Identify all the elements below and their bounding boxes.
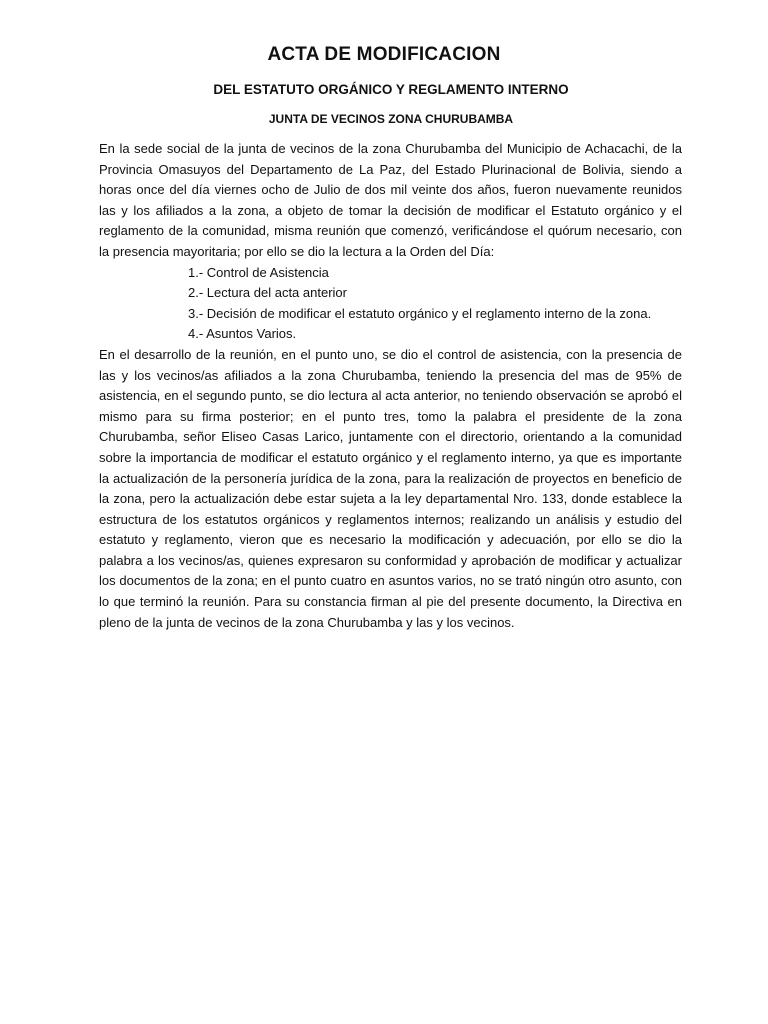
agenda-item: 3.- Decisión de modificar el estatuto orgánico y el reglamento interno de la zona.: [188, 305, 652, 321]
agenda-item: 1.- Control de Asistencia: [188, 264, 329, 280]
document-subtitle: DEL ESTATUTO ORGÁNICO Y REGLAMENTO INTERNO: [213, 82, 569, 97]
agenda-item: 2.- Lectura del acta anterior: [188, 285, 347, 301]
development-paragraph: En el desarrollo de la reunión, en el punto uno, se dio el control de asistencia, con la presencia de las y los vecinos/as afiliados a la zona Churubamba, teniendo la presencia del mas de 95% de asistencia, en el segundo punto, se dio lectura al acta anterior, no teniendo observación se aprobó el mismo para su firma posterior; en el punto tres, tomo la palabra el presidente de la zona Churubamba, señor Eliseo Casas Larico, juntamente con el directorio, orientando a la comunidad sobre la importancia de modificar el estatuto orgánico y el reglamento interno, ya que es importante la actualización de la personería jurídica de la zona, para la realización de proyectos en beneficio de la zona, pero la actualización debe estar sujeta a la ley departamental Nro. 133, donde establece la estructura de los estatutos orgánicos y reglamentos internos; realizando un análisis y estudio del estatuto y reglamento, vieron que es necesario la modificación y adecuación, por ello se dio la palabra a los vecinos/as, quienes expresaron su conformidad y aprobación de modificar y actualizar los documentos de la zona; en el punto cuatro en asuntos varios, no se trató ningún otro asunto, con lo que terminó la reunión. Para su constancia firman al pie del presente documento, la Directiva en pleno de la junta de vecinos de la zona Churubamba y las y los vecinos.: [99, 346, 682, 630]
agenda-item: 4.- Asuntos Varios.: [188, 326, 297, 342]
document-organization: JUNTA DE VECINOS ZONA CHURUBAMBA: [268, 112, 514, 126]
document-body: [99, 139, 682, 633]
intro-paragraph: En la sede social de la junta de vecinos de la zona Churubamba del Municipio de Achacachi, de la Provincia Omasuyos del Departamento de La Paz, del Estado Plurinacional de Bolivia, siendo a horas once del día viernes ocho de Julio de dos mil veinte dos años, fueron nuevamente reunidos las y los afiliados a la zona, a objeto de tomar la decisión de modificar el Estatuto orgánico y el reglamento de la comunidad, misma reunión que comenzó, verificándose el quórum necesario, con la presencia mayoritaria; por ello se dio la lectura a la Orden del Día:: [99, 141, 682, 259]
agenda-list: [99, 263, 682, 345]
document-title: ACTA DE MODIFICACION: [267, 44, 501, 65]
